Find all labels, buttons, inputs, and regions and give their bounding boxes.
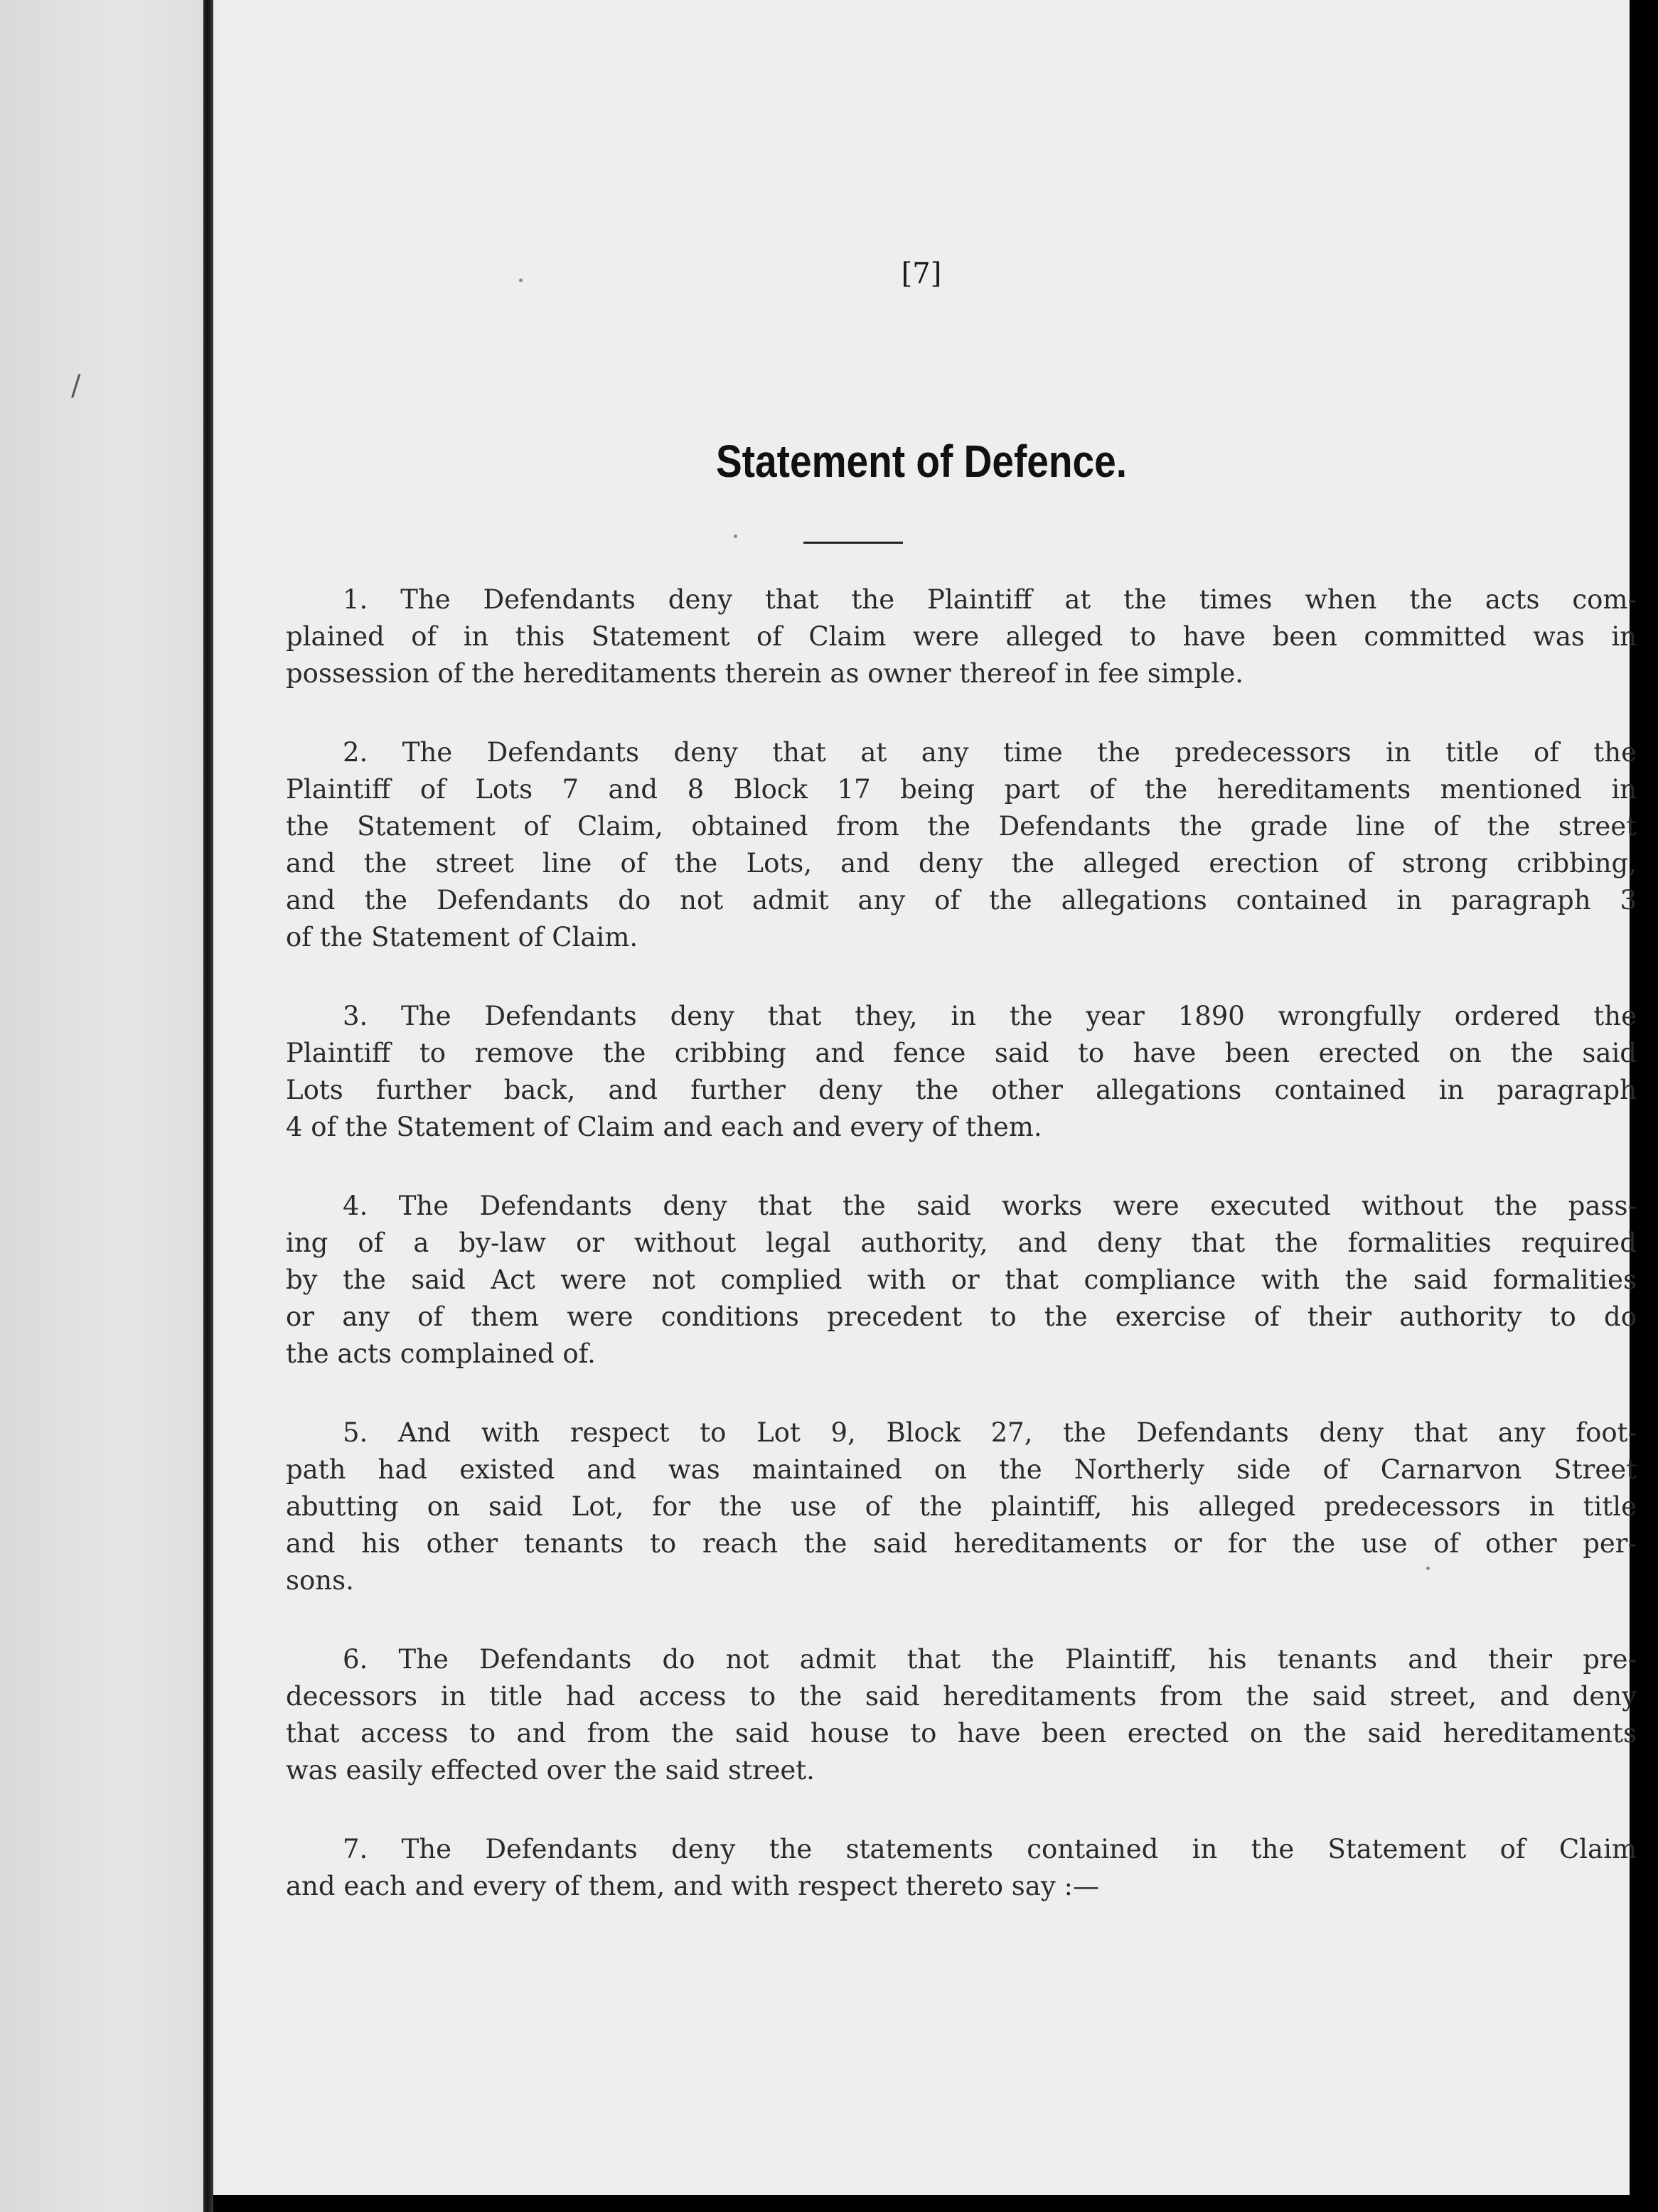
text-line: and each and every of them, and with respect thereto say :— bbox=[286, 1871, 1099, 1901]
text-line: sons. bbox=[286, 1565, 354, 1596]
paragraph-5 bbox=[286, 1414, 1637, 1599]
paragraph-6 bbox=[286, 1641, 1637, 1789]
title-divider bbox=[803, 542, 903, 544]
text-line: decessors in title had access to the said hereditaments from the said street, and deny bbox=[286, 1681, 1637, 1712]
paragraph-1 bbox=[286, 581, 1637, 692]
text-line: Plaintiff to remove the cribbing and fence said to have been erected on the said bbox=[286, 1038, 1637, 1068]
scan-speck bbox=[519, 279, 523, 282]
document-body bbox=[286, 581, 1637, 1947]
text-line: ing of a by-law or without legal authority, and deny that the formalities required bbox=[286, 1228, 1637, 1258]
text-line: the acts complained of. bbox=[286, 1338, 596, 1369]
text-line: or any of them were conditions precedent to the exercise of their authority to do bbox=[286, 1301, 1637, 1332]
margin-mark: / bbox=[71, 370, 81, 402]
scan-speck bbox=[734, 535, 737, 538]
text-line: was easily effected over the said street. bbox=[286, 1755, 815, 1786]
text-line: Plaintiff of Lots 7 and 8 Block 17 being part of the hereditaments mentioned in bbox=[286, 774, 1637, 805]
text-line: that access to and from the said house to have been erected on the said hereditaments bbox=[286, 1718, 1637, 1749]
document-title: Statement of Defence. bbox=[715, 436, 1128, 487]
text-line: and his other tenants to reach the said hereditaments or for the use of other per- bbox=[286, 1528, 1637, 1559]
text-line: the Statement of Claim, obtained from the Defendants the grade line of the street bbox=[286, 811, 1637, 842]
text-line: 2. The Defendants deny that at any time the predecessors in title of the bbox=[343, 737, 1637, 768]
page-number: [7] bbox=[901, 257, 942, 290]
text-line: 7. The Defendants deny the statements contained in the Statement of Claim bbox=[343, 1834, 1637, 1864]
text-line: 5. And with respect to Lot 9, Block 27, the Defendants deny that any foot- bbox=[343, 1417, 1637, 1448]
facing-page-edge bbox=[0, 0, 203, 2212]
text-line: by the said Act were not complied with or that compliance with the said formalities bbox=[286, 1265, 1637, 1295]
paragraph-4 bbox=[286, 1188, 1637, 1373]
book-gutter bbox=[203, 0, 213, 2212]
text-line: 3. The Defendants deny that they, in the year 1890 wrongfully ordered the bbox=[343, 1001, 1637, 1031]
text-line: 4 of the Statement of Claim and each and every of them. bbox=[286, 1112, 1042, 1142]
document-page bbox=[213, 0, 1637, 2195]
text-line: possession of the hereditaments therein as owner thereof in fee simple. bbox=[286, 658, 1244, 689]
text-line: plained of in this Statement of Claim were alleged to have been committed was in bbox=[286, 621, 1637, 652]
text-line: 4. The Defendants deny that the said works were executed without the pass- bbox=[343, 1191, 1637, 1221]
paragraph-3 bbox=[286, 998, 1637, 1146]
text-line: 6. The Defendants do not admit that the Plaintiff, his tenants and their pre- bbox=[343, 1644, 1637, 1675]
text-line: path had existed and was maintained on the Northerly side of Carnarvon Street bbox=[286, 1454, 1637, 1485]
text-line: and the street line of the Lots, and deny the alleged erection of strong cribbing, bbox=[286, 848, 1637, 879]
paragraph-7 bbox=[286, 1831, 1637, 1905]
text-line: and the Defendants do not admit any of the allegations contained in paragraph 3 bbox=[286, 885, 1637, 916]
text-line: Lots further back, and further deny the other allegations contained in paragraph bbox=[286, 1075, 1637, 1105]
paragraph-2 bbox=[286, 734, 1637, 956]
text-line: 1. The Defendants deny that the Plaintiff at the times when the acts com- bbox=[343, 584, 1637, 615]
text-line: of the Statement of Claim. bbox=[286, 922, 638, 952]
text-line: abutting on said Lot, for the use of the plaintiff, his alleged predecessors in title bbox=[286, 1491, 1637, 1522]
